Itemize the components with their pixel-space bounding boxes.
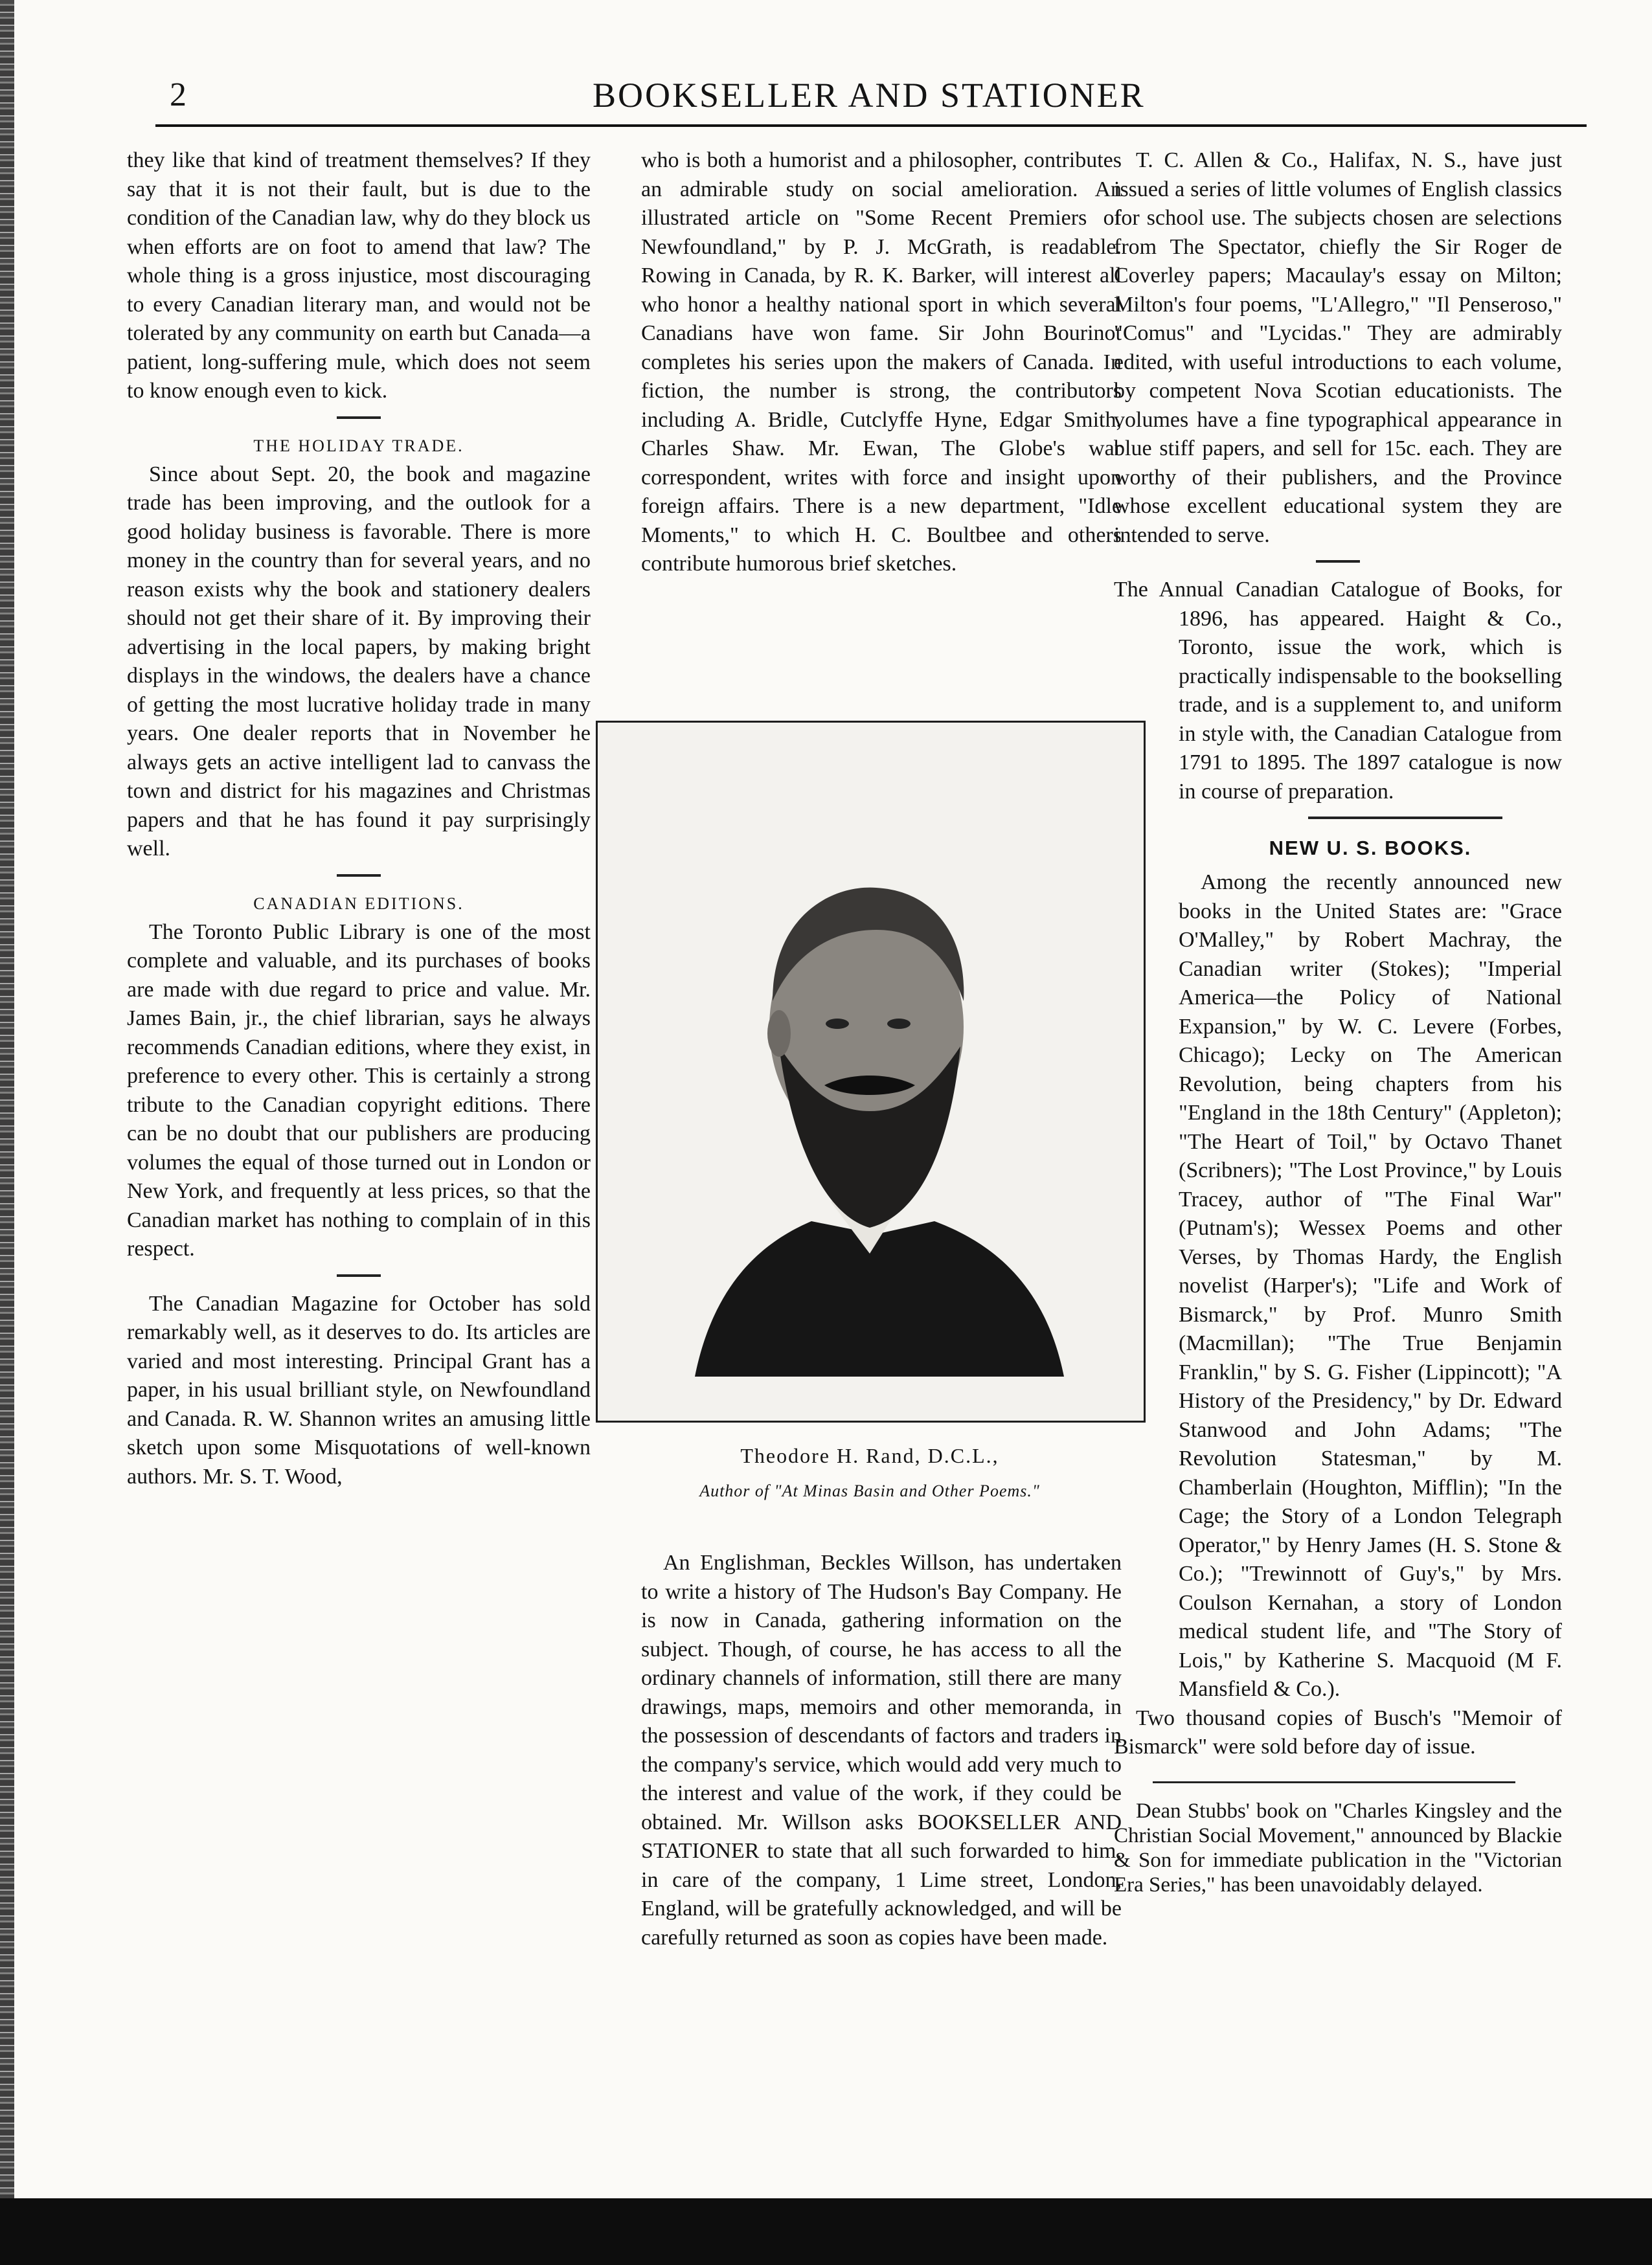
column-1: [127, 146, 591, 1491]
portrait-image: [596, 721, 1146, 1423]
canadian-editions-heading: CANADIAN EDITIONS.: [253, 894, 464, 913]
willson-paragraph: An Englishman, Beckles Willson, has undertaken to write a history of The Hudson's Bay Company. He is now in Canada, gathering information on the subject. Though, of course, he has access to all the ordinary channels of information, still there are many drawings, maps, memoirs and other memoranda, in the possession of descendants of factors and traders in the company's service, which would add very much to the interest and value of the work, if they could be obtained. Mr. Willson asks BOOKSELLER AND STATIONER to state that all such forwarded to him, in care of the company, 1 Lime street, London, England, will be gratefully acknowledged, and will be carefully returned as soon as copies have been made.: [641, 1551, 1122, 1950]
running-head: [0, 73, 1652, 118]
section-divider: [1153, 1762, 1515, 1783]
running-title: BOOKSELLER AND STATIONER: [593, 76, 1146, 115]
section-divider: [337, 874, 381, 877]
canadian-editions-paragraph: The Toronto Public Library is one of the most complete and valuable, and its purchases of books are made with due regard to price and value. Mr. James Bain, jr., the chief librarian, says he always recommends Canadian editions, where they exist, in preference to every other. This is certainly a strong tribute to the Canadian copyright editions. There can be no doubt that our publishers are producing volumes the equal of those turned out in London or New York, and frequently at less prices, so that the Canadian market has nothing to complain of in this respect.: [127, 919, 591, 1261]
portrait-caption-subtitle: Author of "At Minas Basin and Other Poems.": [699, 1482, 1040, 1500]
portrait-caption-name: Theodore H. Rand, D.C.L.,: [740, 1444, 999, 1467]
column-3: [1114, 146, 1562, 1897]
column1-continued-paragraph: they like that kind of treatment themselves? If they say that it is not their fault, but is due to the condition of the Canadian law, why do they block us when efforts are on foot to amend that law? The whole thing is a gross injustice, most discouraging to every Canadian literary man, and would not be tolerated by any community on earth but Canada—a patient, long-suffering mule, which does not seem to know enough even to kick.: [127, 148, 591, 403]
catalogue-paragraph: The Annual Canadian Catalogue of Books, for 1896, has appeared. Haight & Co., Toronto, issue the work, which is practically indispensable to the bookselling trade, and is a supplement to, and uniform in style with, the Canadian Catalogue from 1791 to 1895. The 1897 catalogue is now in course of preparation.: [1114, 578, 1562, 804]
column-2-bottom: [641, 1549, 1122, 1952]
page-number: 2: [170, 76, 187, 113]
busch-paragraph: Two thousand copies of Busch's "Memoir of Bismarck" were sold before day of issue.: [1114, 1706, 1562, 1759]
column-2-top: [641, 146, 1122, 579]
allen-paragraph: T. C. Allen & Co., Halifax, N. S., have just issued a series of little volumes of English classics for school use. The subjects chosen are selections from The Spectator, chiefly the Sir Roger de Coverley papers; Macaulay's essay on Milton; Milton's four poems, "L'Allegro," "Il Penseroso," "Comus" and "Lycidas." They are admirably edited, with useful introductions to each volume, by competent Nova Scotian educationists. The volumes have a fine typographical appearance in blue stiff papers, and sell for 15c. each. They are worthy of their publishers, and the Province whose excellent educational system they are intended to serve.: [1114, 148, 1562, 547]
section-divider: [1316, 560, 1360, 563]
new-us-books-heading: NEW U. S. BOOKS.: [1269, 837, 1472, 859]
scan-edge-bottom: [0, 2198, 1652, 2265]
stubbs-paragraph: Dean Stubbs' book on "Charles Kingsley and the Christian Social Movement," announced by Blackie & Son for immediate publication in the "Victorian Era Series," has been unavoidably delayed.: [1114, 1799, 1562, 1897]
portrait-engraving: [598, 723, 1144, 1421]
holiday-trade-paragraph: Since about Sept. 20, the book and magazine trade has been improving, and the outlook for a good holiday business is favorable. There is more money in the country than for several years, and no reason exists why the book and stationery dealers should not get their share of it. By improving their advertising in the local papers, by making bright displays in the windows, the dealers have a chance of getting the most lucrative holiday trade in many years. One dealer reports that in November he always gets an active intelligent lad to canvass the town and district for his magazines and Christmas papers and that he has found it pay surprisingly well.: [127, 462, 591, 861]
holiday-trade-heading: THE HOLIDAY TRADE.: [253, 436, 464, 455]
canadian-magazine-paragraph: The Canadian Magazine for October has sold remarkably well, as it deserves to do. Its articles are varied and most interesting. Principal Grant has a paper, in his usual brilliant style, on Newfoundland and Canada. R. W. Shannon writes an amusing little sketch upon some Misquotations of well-known authors. Mr. S. T. Wood,: [127, 1291, 591, 1489]
header-rule: [155, 124, 1587, 127]
section-divider: [1308, 817, 1502, 819]
new-us-books-paragraph: Among the recently announced new books in the United States are: "Grace O'Malley," by Robert Machray, the Canadian writer (Stokes); "Imperial America—the Policy of National Expansion," by W. C. Levere (Forbes, Chicago); Lecky on The American Revolution, being chapters from his "England in the 18th Century" (Appleton); "The Heart of Toil," by Octavo Thanet (Scribners); "The Lost Province," by Louis Tracey, author of "The Final War" (Putnam's); Wessex Poems and other Verses, by Thomas Hardy, the English novelist (Harper's); "Life and Work of Bismarck," by Prof. Munro Smith (Macmillan); "The True Benjamin Franklin," by S. G. Fisher (Lippincott); "A History of the Presidency," by Dr. Edward Stanwood and John Adams; "The Revolution Statesman," by M. Chamberlain (Houghton, Mifflin); "In the Cage; the Story of a London Telegraph Operator," by Henry James (H. S. Stone & Co.); "Trewinnott of Guy's," by Mrs. Coulson Kernahan, a story of London medical student life, and "The Story of Lois," by Katherine S. Macquoid (M F. Mansfield & Co.).: [1179, 870, 1562, 1701]
section-divider: [337, 1274, 381, 1277]
column2-continued-paragraph: who is both a humorist and a philosopher, contributes an admirable study on social amelioration. An illustrated article on "Some Recent Premiers of Newfoundland," by P. J. McGrath, is readable. Rowing in Canada, by R. K. Barker, will interest all who honor a healthy national sport in which several Canadians have won fame. Sir John Bourinot completes his series upon the makers of Canada. In fiction, the number is strong, the contributors including A. Bridle, Cutclyffe Hyne, Edgar Smith, Charles Shaw. Mr. Ewan, The Globe's war correspondent, writes with force and insight upon foreign affairs. There is a new department, "Idle Moments," to which H. C. Boultbee and others contribute humorous brief sketches.: [641, 148, 1122, 576]
section-divider: [337, 416, 381, 419]
scan-edge-left: [0, 0, 14, 2265]
